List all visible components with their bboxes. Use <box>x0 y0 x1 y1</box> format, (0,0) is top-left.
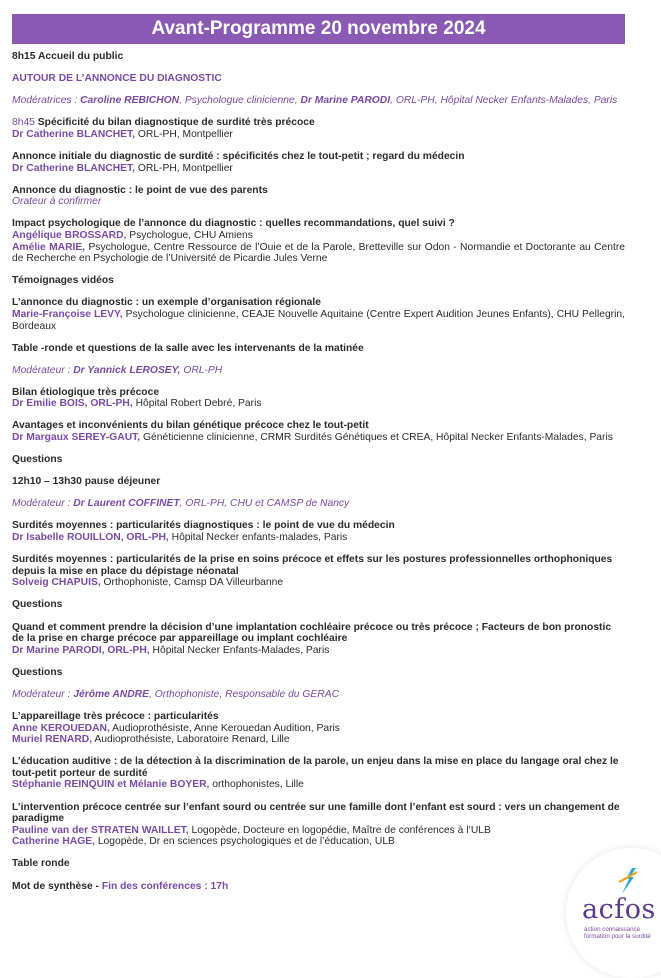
moderator-name: Dr Marine PARODI <box>300 95 391 107</box>
speaker-line <box>12 309 625 332</box>
speaker-role: Orthophoniste, Camsp DA Villeurbanne <box>100 577 284 589</box>
speaker-name: Stéphanie REINQUIN et Mélanie BOYER, <box>12 779 210 791</box>
closing-end-time: Fin des conférences : 17h <box>101 880 229 892</box>
speaker-name: Amélie MARIE, <box>12 241 86 253</box>
speaker-role: Logopède, Docteure en logopédie, Maître de conférences à l’ULB <box>188 824 491 836</box>
program-item <box>12 297 625 332</box>
talk-title: Bilan étiologique très précoce <box>12 386 160 398</box>
logo-wordmark: acfos <box>582 894 656 925</box>
speaker-line <box>12 398 625 410</box>
program-item-lunch <box>12 476 625 488</box>
speaker-role: Psychologue, CHU Amiens <box>126 229 253 241</box>
program-item <box>12 218 625 264</box>
talk-title: Annonce du diagnostic : le point de vue des parents <box>12 184 268 196</box>
speaker-line <box>12 645 625 657</box>
speaker-role: Généticienne clinicienne, CRMR Surdités Génétiques et CREA, Hôpital Necker Enfants-Malades, Paris <box>140 432 613 444</box>
speaker-line <box>12 242 625 265</box>
program-item <box>12 667 625 679</box>
program-item-closing <box>12 881 625 893</box>
moderator-role: ORL-PH <box>180 364 223 376</box>
moderator-name: Dr Laurent COFFINET <box>73 498 180 510</box>
speaker-line <box>12 825 625 837</box>
program-item <box>12 185 625 208</box>
program-item <box>12 599 625 611</box>
program-item <box>12 117 625 140</box>
page-title: Avant-Programme 20 novembre 2024 <box>12 14 625 44</box>
speaker-role: Psychologue, Centre Ressource de l’Ouie et de la Parole, Bretteville sur Odon - Normandie et Doctorante au Centre de Recherche en Psychologie de l’Université de Picardie Jules Verne <box>12 241 625 265</box>
program-item <box>12 275 625 287</box>
talk-title: Avantages et inconvénients du bilan génétique précoce chez le tout-petit <box>12 420 369 432</box>
moderator-line <box>12 365 625 377</box>
talk-title: Surdités moyennes : particularités de la prise en soins précoce et effets sur les postures professionnelles orthophoniques depuis la mise en place du dépistage néonatal <box>12 554 613 577</box>
welcome-text: 8h15 Accueil du public <box>12 51 124 62</box>
speaker-name: Muriel RENARD, <box>12 734 93 746</box>
moderator-line <box>12 95 625 107</box>
speaker-name: Marie-Françoise LEVY, <box>12 308 123 320</box>
speaker-role: Hôpital Necker Enfants-Malades, Paris <box>149 644 330 656</box>
program-item <box>12 151 625 174</box>
moderator-name: Jérôme ANDRE <box>73 688 149 700</box>
program-content <box>12 51 625 903</box>
speaker-name: Dr Catherine BLANCHET, <box>12 162 136 174</box>
speaker-role: ORL-PH, Montpellier <box>135 162 233 174</box>
sparkle-icon <box>616 868 638 894</box>
talk-title: Témoignages vidéos <box>12 275 114 287</box>
speaker-line <box>12 163 625 175</box>
speaker-line <box>12 723 625 735</box>
speaker-line <box>12 779 625 791</box>
talk-title: Questions <box>12 599 63 611</box>
moderator-label: Modérateur : <box>12 498 74 510</box>
talk-title: Surdités moyennes : particularités diagnostiques : le point de vue du médecin <box>12 520 395 532</box>
lunch-break: 12h10 – 13h30 pause déjeuner <box>12 476 161 488</box>
closing-label: Mot de synthèse - <box>12 880 102 892</box>
speaker-name: Catherine HAGE, <box>12 836 95 848</box>
moderator-role: , ORL-PH, Hôpital Necker Enfants-Malades, Paris <box>390 95 618 107</box>
program-item <box>12 387 625 410</box>
program-item <box>12 520 625 543</box>
program-item-welcome <box>12 51 625 63</box>
moderator-label: Modérateur : <box>12 364 74 376</box>
moderator-name: Dr Yannick LEROSEY, <box>73 364 181 376</box>
speaker-line <box>12 432 625 444</box>
speaker-line <box>12 129 625 141</box>
speaker-line <box>12 577 625 589</box>
talk-title-text: Spécificité du bilan diagnostique de surdité très précoce <box>34 117 315 129</box>
speaker-name: Dr Margaux SEREY-GAUT, <box>12 432 141 444</box>
speaker-name: Dr Isabelle ROUILLON, ORL-PH, <box>12 532 169 544</box>
speaker-name: Solveig CHAPUIS, <box>12 577 101 589</box>
program-item <box>12 554 625 589</box>
moderator-name: Caroline REBICHON <box>80 95 180 107</box>
talk-title: Questions <box>12 666 63 678</box>
program-item <box>12 343 625 355</box>
moderator-role: , Orthophoniste, Responsable du GERAC <box>148 688 340 700</box>
moderator-label: Modérateur : <box>12 688 74 700</box>
talk-title: Questions <box>12 454 63 466</box>
moderator-label: Modératrices : <box>12 95 81 107</box>
speaker-line <box>12 836 625 848</box>
program-item <box>12 802 625 848</box>
speaker-name: Angélique BROSSARD, <box>12 229 127 241</box>
speaker-role: Audioprothésiste, Anne Kerouedan Audition, Paris <box>109 722 340 734</box>
talk-title <box>12 117 625 129</box>
speaker-name: Anne KEROUEDAN, <box>12 722 110 734</box>
speaker-role: Hôpital Robert Debré, Paris <box>132 398 262 410</box>
program-item <box>12 756 625 791</box>
speaker-line <box>12 230 625 242</box>
talk-title: L’appareillage très précoce : particularités <box>12 710 219 722</box>
program-item <box>12 454 625 466</box>
moderator-role: , ORL-PH, CHU et CAMSP de Nancy <box>179 498 350 510</box>
speaker-name: Dr Marine PARODI, ORL-PH, <box>12 644 150 656</box>
speaker-name: Dr Catherine BLANCHET, <box>12 128 136 140</box>
speaker-role: ORL-PH, Montpellier <box>135 128 233 140</box>
talk-title: Table -ronde et questions de la salle avec les intervenants de la matinée <box>12 342 364 354</box>
speaker-role: Audioprothésiste, Laboratoire Renard, Lille <box>92 734 290 746</box>
program-item <box>12 622 625 657</box>
section-heading: AUTOUR DE L’ANNONCE DU DIAGNOSTIC <box>12 73 222 85</box>
program-item <box>12 858 625 870</box>
moderator-line <box>12 498 625 510</box>
talk-title: L’éducation auditive : de la détection à la discrimination de la parole, un enjeu dans la mise en place du langage oral chez le tout-petit porteur de surdité <box>12 756 619 779</box>
speaker-role: Hôpital Necker enfants-malades, Paris <box>168 532 348 544</box>
program-item <box>12 420 625 443</box>
speaker-role: Psychologue clinicienne, CEAJE Nouvelle Aquitaine (Centre Expert Audition Jeunes Enfants), CHU Pellegrin, Bordeaux <box>12 308 625 332</box>
talk-title: Quand et comment prendre la décision d’une implantation cochléaire précoce ou très précoce ; Facteurs de bon pronostic de la prise en charge précoce par appareillage ou implant cochléaire <box>12 621 612 645</box>
talk-title: L’annonce du diagnostic : un exemple d’organisation régionale <box>12 297 321 309</box>
closing-line <box>12 881 625 893</box>
moderator-line <box>12 689 625 701</box>
speaker-name: Pauline van der STRATEN WAILLET, <box>12 824 189 836</box>
speaker-role: orthophonistes, Lille <box>209 779 304 791</box>
talk-title: L’intervention précoce centrée sur l’enfant sourd ou centrée sur une famille dont l’enfant est sourd : vers un changement de paradigme <box>12 801 620 825</box>
logo-tagline: action connaissance formation pour la surdité <box>584 926 651 940</box>
program-item <box>12 711 625 746</box>
speaker-line <box>12 734 625 746</box>
talk-title: Annonce initiale du diagnostic de surdité : spécificités chez le tout-petit ; regard du médecin <box>12 150 465 162</box>
talk-title: Table ronde <box>12 858 70 870</box>
talk-time: 8h45 <box>12 117 35 129</box>
talk-title: Impact psychologique de l’annonce du diagnostic : quelles recommandations, quel suivi ? <box>12 218 455 230</box>
speaker-note: Orateur à confirmer <box>12 196 102 208</box>
speaker-role: Logopède, Dr en sciences psychologiques et de l’éducation, ULB <box>94 836 395 848</box>
moderator-role: , Psychologue clinicienne, <box>179 95 301 107</box>
speaker-name: Dr Emilie BOIS, ORL-PH, <box>12 398 133 410</box>
speaker-line <box>12 532 625 544</box>
